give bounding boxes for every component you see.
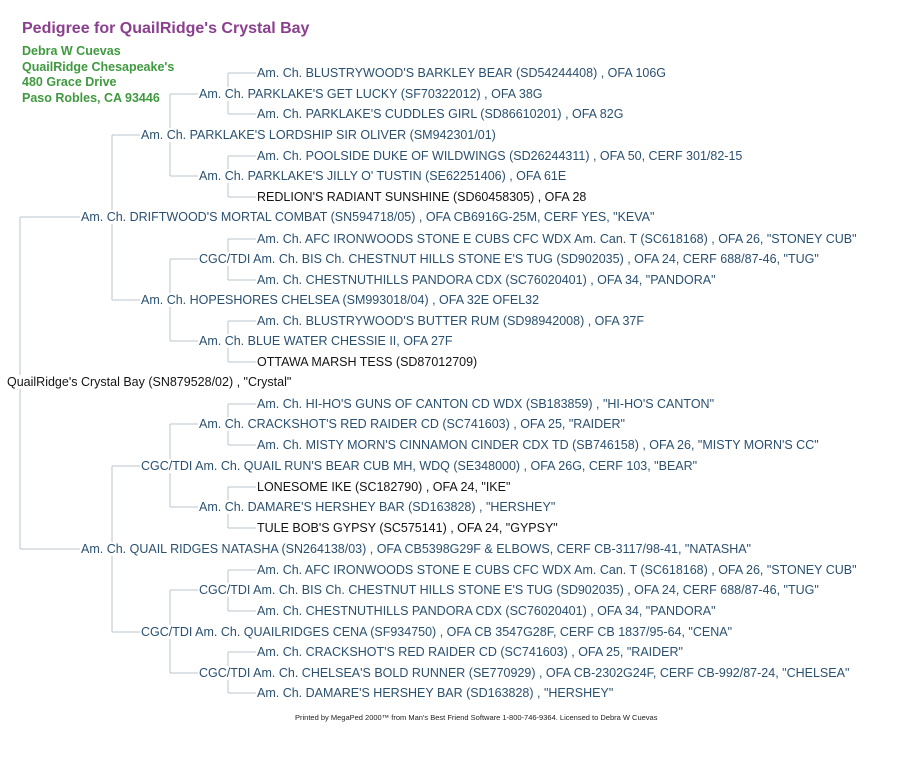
owner-city: Paso Robles, CA 93446 (22, 90, 160, 105)
pedigree-entry-sire-sire-dam: Am. Ch. PARKLAKE'S CUDDLES GIRL (SD86610201) , OFA 82G (257, 107, 624, 121)
pedigree-entry-dam-dam-sire-sire: Am. Ch. AFC IRONWOODS STONE E CUBS CFC WDX Am. Can. T (SC618168) , OFA 26, "STONEY CUB" (257, 563, 857, 577)
pedigree-entry-subject: QuailRidge's Crystal Bay (SN879528/02) , "Crystal" (7, 375, 292, 389)
pedigree-entry-dam-grandsire: CGC/TDI Am. Ch. QUAIL RUN'S BEAR CUB MH, WDQ (SE348000) , OFA 26G, CERF 103, "BEAR" (141, 459, 698, 473)
pedigree-entry-sire-dam-sire: Am. Ch. POOLSIDE DUKE OF WILDWINGS (SD26244311) , OFA 50, CERF 301/82-15 (257, 149, 743, 163)
pedigree-entry-sire-dam-2: Am. Ch. PARKLAKE'S JILLY O' TUSTIN (SE62251406) , OFA 61E (199, 169, 567, 183)
pedigree-entry-granddam-dam: Am. Ch. BLUE WATER CHESSIE II, OFA 27F (199, 334, 453, 348)
pedigree-entry-granddam-sire-dam: Am. Ch. CHESTNUTHILLS PANDORA CDX (SC76020401) , OFA 34, "PANDORA" (257, 273, 716, 287)
pedigree-entry-dam-sire-dam-dam: TULE BOB'S GYPSY (SC575141) , OFA 24, "GYPSY" (257, 521, 558, 535)
pedigree-entry-dam-sire-dam: Am. Ch. DAMARE'S HERSHEY BAR (SD163828) , "HERSHEY" (199, 500, 556, 514)
pedigree-entry-sire-sire-sire: Am. Ch. BLUSTRYWOOD'S BARKLEY BEAR (SD54244408) , OFA 106G (257, 66, 667, 80)
pedigree-entry-sire: Am. Ch. DRIFTWOOD'S MORTAL COMBAT (SN594718/05) , OFA CB6916G-25M, CERF YES, "KEVA" (81, 210, 655, 224)
pedigree-entry-sire-dam-dam: REDLION'S RADIANT SUNSHINE (SD60458305) , OFA 28 (257, 190, 587, 204)
printed-by-footer: Printed by MegaPed 2000™ from Man's Best Friend Software 1-800-746-9364. Licensed to Debra W Cuevas (295, 713, 658, 722)
owner-street: 480 Grace Drive (22, 75, 117, 89)
pedigree-entry-dam-dam-sire-dam: Am. Ch. CHESTNUTHILLS PANDORA CDX (SC76020401) , OFA 34, "PANDORA" (257, 604, 716, 618)
pedigree-entry-sire-granddam: Am. Ch. HOPESHORES CHELSEA (SM993018/04) , OFA 32E OFEL32 (141, 293, 540, 307)
owner-kennel: QuailRidge Chesapeake's (22, 59, 175, 74)
pedigree-entry-sire-sire: Am. Ch. PARKLAKE'S GET LUCKY (SF70322012) , OFA 38G (199, 87, 543, 101)
pedigree-entry-granddam-sire: CGC/TDI Am. Ch. BIS Ch. CHESTNUT HILLS STONE E'S TUG (SD902035) , OFA 24, CERF 688/87-46, "TUG" (199, 252, 819, 266)
page-title: Pedigree for QuailRidge's Crystal Bay (22, 20, 310, 37)
pedigree-entry-dam-sire-sire-dam: Am. Ch. MISTY MORN'S CINNAMON CINDER CDX TD (SB746158) , OFA 26, "MISTY MORN'S CC" (257, 438, 819, 452)
pedigree-entry-granddam-dam-dam: OTTAWA MARSH TESS (SD87012709) (257, 355, 478, 369)
pedigree-entry-granddam-dam-sire: Am. Ch. BLUSTRYWOOD'S BUTTER RUM (SD98942008) , OFA 37F (257, 314, 644, 328)
pedigree-entry-dam-dam-dam-sire: Am. Ch. CRACKSHOT'S RED RAIDER CD (SC741603) , OFA 25, "RAIDER" (257, 645, 683, 659)
pedigree-entry-granddam-sire-sire: Am. Ch. AFC IRONWOODS STONE E CUBS CFC WDX Am. Can. T (SC618168) , OFA 26, "STONEY CUB" (257, 232, 857, 246)
pedigree-entry-dam-granddam: CGC/TDI Am. Ch. QUAILRIDGES CENA (SF934750) , OFA CB 3547G28F, CERF CB 1837/95-64, "CENA" (141, 625, 733, 639)
pedigree-entry-dam-sire-dam-sire: LONESOME IKE (SC182790) , OFA 24, "IKE" (257, 480, 511, 494)
pedigree-entry-dam-dam-dam: CGC/TDI Am. Ch. CHELSEA'S BOLD RUNNER (SE770929) , OFA CB-2302G24F, CERF CB-992/87-24, "CHELSEA" (199, 666, 850, 680)
pedigree-entry-sire-grandsire: Am. Ch. PARKLAKE'S LORDSHIP SIR OLIVER (SM942301/01) (141, 128, 496, 142)
pedigree-entry-dam: Am. Ch. QUAIL RIDGES NATASHA (SN264138/03) , OFA CB5398G29F & ELBOWS, CERF CB-3117/98-41, "NATASHA" (81, 542, 751, 556)
pedigree-entry-dam-dam-sire: CGC/TDI Am. Ch. BIS Ch. CHESTNUT HILLS STONE E'S TUG (SD902035) , OFA 24, CERF 688/87-46, "TUG" (199, 583, 819, 597)
pedigree-entry-dam-sire-sire: Am. Ch. CRACKSHOT'S RED RAIDER CD (SC741603) , OFA 25, "RAIDER" (199, 417, 625, 431)
pedigree-entry-dam-dam-dam-dam: Am. Ch. DAMARE'S HERSHEY BAR (SD163828) , "HERSHEY" (257, 686, 614, 700)
owner-name: Debra W Cuevas (22, 44, 121, 58)
pedigree-entry-dam-sire-sire-sire: Am. Ch. HI-HO'S GUNS OF CANTON CD WDX (SB183859) , "HI-HO'S CANTON" (257, 397, 715, 411)
